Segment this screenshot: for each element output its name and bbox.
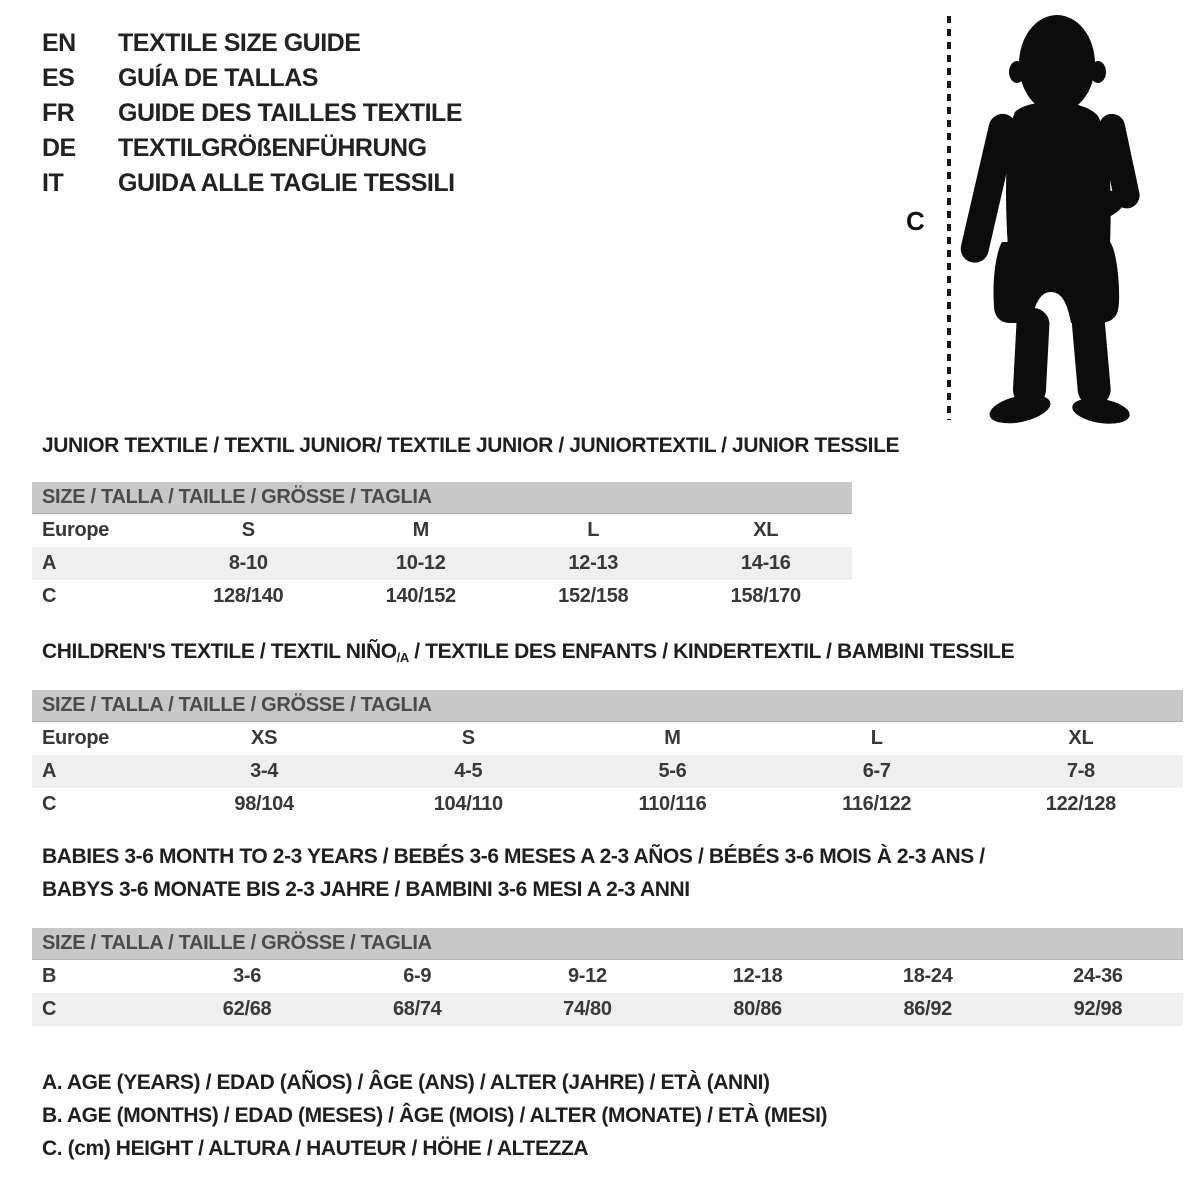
- value-cell: 116/122: [842, 793, 912, 815]
- lang-code: FR: [42, 99, 75, 127]
- value-cell: 3-4: [250, 760, 279, 782]
- section-title-babies-line2: BABYS 3-6 MONATE BIS 2-3 JAHRE / BAMBINI 3-6 MESI A 2-3 ANNI: [42, 878, 690, 901]
- value-cell: 7-8: [1066, 760, 1095, 782]
- children-size-table: [32, 690, 1183, 821]
- lang-code: IT: [42, 169, 64, 197]
- value-cell: 152/158: [558, 585, 629, 607]
- row-label-cell: C: [42, 998, 57, 1020]
- value-cell: 4-5: [454, 760, 483, 782]
- table-row: [32, 547, 852, 580]
- value-cell: 122/128: [1045, 793, 1116, 815]
- legend-line-b: B. AGE (MONTHS) / EDAD (MESES) / ÂGE (MOIS) / ALTER (MONATE) / ETÀ (MESI): [42, 1104, 828, 1127]
- language-title-block: [42, 26, 462, 201]
- value-cell: 158/170: [730, 585, 801, 607]
- title-prefix: CHILDREN'S TEXTILE / TEXTIL NIÑO: [42, 640, 397, 663]
- row-label-cell: B: [42, 965, 57, 987]
- value-cell: 12-18: [732, 965, 783, 987]
- value-cell: 6-9: [403, 965, 432, 987]
- table-row: [32, 755, 1183, 788]
- value-cell: 128/140: [213, 585, 284, 607]
- section-title-junior: JUNIOR TEXTILE / TEXTIL JUNIOR/ TEXTILE JUNIOR / JUNIORTEXTIL / JUNIOR TESSILE: [42, 434, 900, 457]
- value-cell: L: [587, 519, 600, 541]
- table-row: [32, 580, 852, 613]
- size-header-bar: SIZE / TALLA / TAILLE / GRÖSSE / TAGLIA: [32, 690, 1183, 722]
- lang-title: GUÍA DE TALLAS: [118, 64, 318, 92]
- table-body: [32, 514, 852, 613]
- value-cell: 5-6: [658, 760, 687, 782]
- table-body: [32, 722, 1183, 821]
- lang-row-en: [42, 26, 462, 61]
- size-header-bar: SIZE / TALLA / TAILLE / GRÖSSE / TAGLIA: [32, 482, 852, 514]
- value-cell: 9-12: [567, 965, 607, 987]
- value-cell: 10-12: [395, 552, 446, 574]
- value-cell: M: [664, 727, 681, 749]
- value-cell: 86/92: [903, 998, 953, 1020]
- value-cell: 98/104: [234, 793, 294, 815]
- value-cell: 24-36: [1073, 965, 1123, 987]
- value-cell: 8-10: [228, 552, 268, 574]
- size-header-bar: SIZE / TALLA / TAILLE / GRÖSSE / TAGLIA: [32, 928, 1183, 960]
- table-row: [32, 722, 1183, 755]
- value-cell: 12-13: [568, 552, 619, 574]
- lang-code: ES: [42, 64, 75, 92]
- table-row: [32, 993, 1183, 1026]
- table-row: [32, 788, 1183, 821]
- row-label-cell: A: [42, 552, 57, 574]
- section-title-babies-line1: BABIES 3-6 MONTH TO 2-3 YEARS / BEBÉS 3-6 MESES A 2-3 AÑOS / BÉBÉS 3-6 MOIS À 2-3 ANS /: [42, 845, 985, 868]
- value-cell: 3-6: [233, 965, 262, 987]
- height-measure-dashed-line: [947, 16, 951, 420]
- lang-title: TEXTILGRÖßENFÜHRUNG: [118, 134, 427, 162]
- lang-code: EN: [42, 29, 76, 57]
- value-cell: S: [461, 727, 475, 749]
- toddler-silhouette-icon: [960, 10, 1145, 425]
- value-cell: 62/68: [222, 998, 272, 1020]
- table-row: [32, 960, 1183, 993]
- lang-code: DE: [42, 134, 76, 162]
- lang-row-fr: [42, 96, 462, 131]
- lang-title: GUIDE DES TAILLES TEXTILE: [118, 99, 463, 127]
- table-body: [32, 960, 1183, 1026]
- value-cell: 140/152: [385, 585, 456, 607]
- junior-size-table: [32, 482, 852, 613]
- value-cell: 80/86: [733, 998, 782, 1020]
- lang-title: TEXTILE SIZE GUIDE: [118, 29, 361, 57]
- value-cell: 92/98: [1073, 998, 1123, 1020]
- height-measure-label: C: [906, 206, 925, 236]
- value-cell: 18-24: [902, 965, 953, 987]
- title-suffix: / TEXTILE DES ENFANTS / KINDERTEXTIL / BAMBINI TESSILE: [408, 640, 1015, 663]
- lang-row-es: [42, 61, 462, 96]
- value-cell: XL: [753, 519, 779, 541]
- legend-block: [42, 1066, 827, 1165]
- row-label-cell: C: [42, 585, 57, 607]
- row-label-cell: Europe: [42, 727, 110, 749]
- value-cell: M: [412, 519, 429, 541]
- section-title-children: [42, 640, 1014, 665]
- value-cell: 74/80: [563, 998, 612, 1020]
- value-cell: 14-16: [740, 552, 791, 574]
- value-cell: 6-7: [862, 760, 891, 782]
- value-cell: XL: [1068, 727, 1094, 749]
- row-label-cell: C: [42, 793, 57, 815]
- value-cell: 110/116: [638, 793, 707, 815]
- value-cell: XS: [251, 727, 278, 749]
- value-cell: 104/110: [433, 793, 503, 815]
- value-cell: L: [870, 727, 883, 749]
- table-row: [32, 514, 852, 547]
- lang-row-it: [42, 166, 462, 201]
- title-subscript: /A: [396, 650, 409, 665]
- legend-line-a: A. AGE (YEARS) / EDAD (AÑOS) / ÂGE (ANS) / ALTER (JAHRE) / ETÀ (ANNI): [42, 1071, 770, 1094]
- value-cell: 68/74: [392, 998, 442, 1020]
- lang-title: GUIDA ALLE TAGLIE TESSILI: [118, 169, 455, 197]
- legend-line-c: C. (cm) HEIGHT / ALTURA / HAUTEUR / HÖHE / ALTEZZA: [42, 1137, 589, 1160]
- value-cell: S: [241, 519, 255, 541]
- row-label-cell: A: [42, 760, 57, 782]
- lang-row-de: [42, 131, 462, 166]
- row-label-cell: Europe: [42, 519, 110, 541]
- babies-size-table: [32, 928, 1183, 1026]
